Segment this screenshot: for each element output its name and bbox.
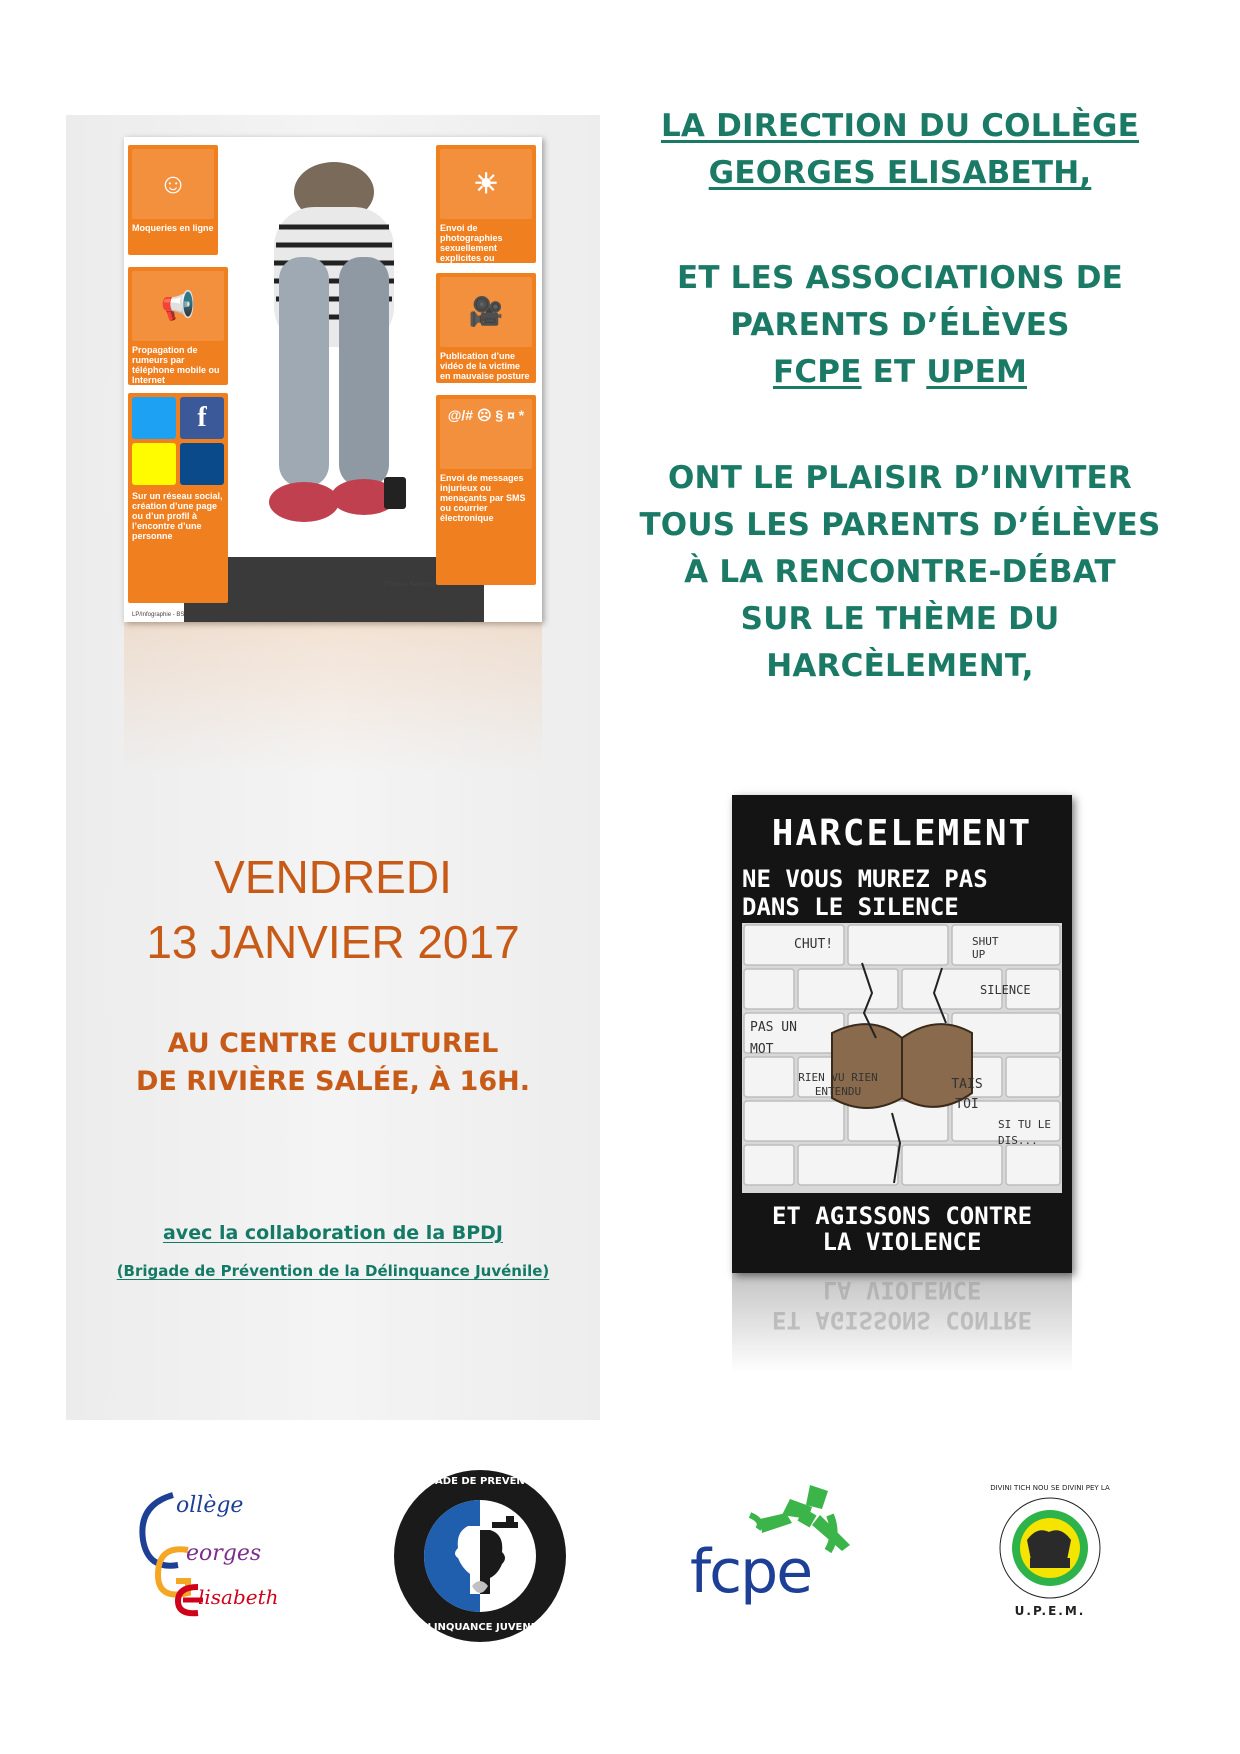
event-day: VENDREDI xyxy=(214,851,452,903)
poster-reflection-text-2: LA VIOLENCE xyxy=(822,1276,982,1304)
callout-rumors: 📢 Propagation de rumeurs par téléphone mobile ou Internet xyxy=(128,267,228,385)
camcorder-icon: 🎥 xyxy=(440,277,532,347)
associations-line-1: ET LES ASSOCIATIONS DE xyxy=(676,260,1124,296)
invite-block xyxy=(600,455,1200,690)
invitation-heading xyxy=(600,103,1200,197)
harcelement-poster xyxy=(732,795,1072,1273)
upem-logo-ring-text: DIVINI TICH NOU SE DIVINI PEY LA xyxy=(990,1484,1110,1492)
college-logo-text-3: lisabeth xyxy=(198,1585,279,1609)
brick-pas-un-mot: PAS UN MOT xyxy=(750,1020,797,1057)
invite-line-1: ONT LE PLAISIR D’INVITER xyxy=(668,460,1132,496)
swear-symbols-icon: @/# ☹ § ¤ * xyxy=(440,399,532,469)
callout-messages: @/# ☹ § ¤ * Envoi de messages injurieux ou menaçants par SMS ou courrier électronique xyxy=(436,395,536,585)
associations-line-3: FCPE ET UPEM xyxy=(772,354,1028,390)
associations-block xyxy=(600,255,1200,396)
invite-line-5: HARCÈLEMENT, xyxy=(766,648,1034,684)
bpdj-logo-bottom-text: DELINQUANCE JUVENILE xyxy=(412,1622,548,1633)
upem-logo xyxy=(975,1480,1125,1630)
callout-video: 🎥 Publication d’une vidéo de la victime en mauvaise posture xyxy=(436,273,536,383)
college-logo-text-2: eorges xyxy=(186,1541,262,1566)
poster-reflection-text-1: ET AGISSONS CONTRE xyxy=(771,1306,1033,1334)
snapchat-icon xyxy=(132,443,176,485)
sunbather-icon: ☀ xyxy=(440,149,532,219)
collaboration-detail[interactable]: (Brigade de Prévention de la Délinquance Juvénile) xyxy=(116,1262,550,1280)
callout-mockery: ☺ Moqueries en ligne xyxy=(128,145,218,255)
brick-shut-up: SHUT UP xyxy=(972,935,999,961)
brick-silence: SILENCE xyxy=(980,983,1031,997)
collaboration-line[interactable]: avec la collaboration de la BPDJ xyxy=(162,1222,503,1244)
fcpe-logo-text: fcpe xyxy=(690,1537,812,1607)
poster-reflection xyxy=(732,1273,1072,1373)
heading-line-1: LA DIRECTION DU COLLÈGE xyxy=(660,108,1140,144)
college-georges-elisabeth-logo xyxy=(128,1475,288,1625)
photo-credit: (Thomas Salomon) xyxy=(384,582,436,588)
event-place-1: AU CENTRE CULTUREL xyxy=(167,1028,499,1059)
cyberbullying-infographic xyxy=(124,137,542,622)
social-icons-grid xyxy=(132,397,224,485)
poster-bottom: ET AGISSONS CONTRE LA VIOLENCE xyxy=(771,1202,1033,1256)
poster-title: HARCELEMENT xyxy=(771,813,1033,854)
brick-chut: CHUT! xyxy=(794,937,834,952)
infographic-reflection xyxy=(124,622,542,772)
laughing-face-icon: ☺ xyxy=(132,149,214,219)
laptop-megaphone-icon: 📢 xyxy=(132,271,224,341)
invite-line-3: À LA RENCONTRE-DÉBAT xyxy=(684,554,1116,590)
heading-line-2: GEORGES ELISABETH, xyxy=(708,155,1092,191)
callout-photos: ☀ Envoi de photographies sexuellement explicites ou humiliantes xyxy=(436,145,536,263)
bpdj-logo xyxy=(390,1466,570,1646)
callout-social-network: f Sur un réseau social, création d’une page ou d’un profil à l’encontre d’une personne xyxy=(128,393,228,603)
brick-tais-toi: TAIS TOI xyxy=(951,1077,983,1112)
upem-link[interactable]: UPEM xyxy=(926,354,1028,390)
facebook-icon: f xyxy=(180,397,224,439)
fcpe-link[interactable]: FCPE xyxy=(772,354,862,390)
brick-rien-vu: RIEN VU RIEN ENTENDU xyxy=(798,1071,878,1098)
invite-line-2: TOUS LES PARENTS D’ÉLÈVES xyxy=(639,507,1161,543)
bpdj-logo-top-text: BRIGADE DE PREVENTION xyxy=(407,1476,553,1487)
fcpe-logo xyxy=(690,1475,870,1625)
dailymotion-icon xyxy=(180,443,224,485)
event-place-2: DE RIVIÈRE SALÉE, À 16H. xyxy=(136,1066,530,1097)
poster-subtitle: NE VOUS MUREZ PAS DANS LE SILENCE xyxy=(742,865,988,921)
associations-line-2: PARENTS D’ÉLÈVES xyxy=(730,307,1070,343)
twitter-icon xyxy=(132,397,176,439)
invite-line-4: SUR LE THÈME DU xyxy=(740,601,1060,637)
college-logo-text-1: ollège xyxy=(176,1493,244,1518)
infographic-credit: LP/Infographie - BS xyxy=(132,612,185,618)
upem-logo-text: U.P.E.M. xyxy=(1014,1604,1086,1618)
brick-si-tu-le-dis: SI TU LE DIS... xyxy=(998,1118,1051,1147)
sitting-girl-illustration xyxy=(234,147,434,567)
event-date: 13 JANVIER 2017 xyxy=(146,916,520,968)
